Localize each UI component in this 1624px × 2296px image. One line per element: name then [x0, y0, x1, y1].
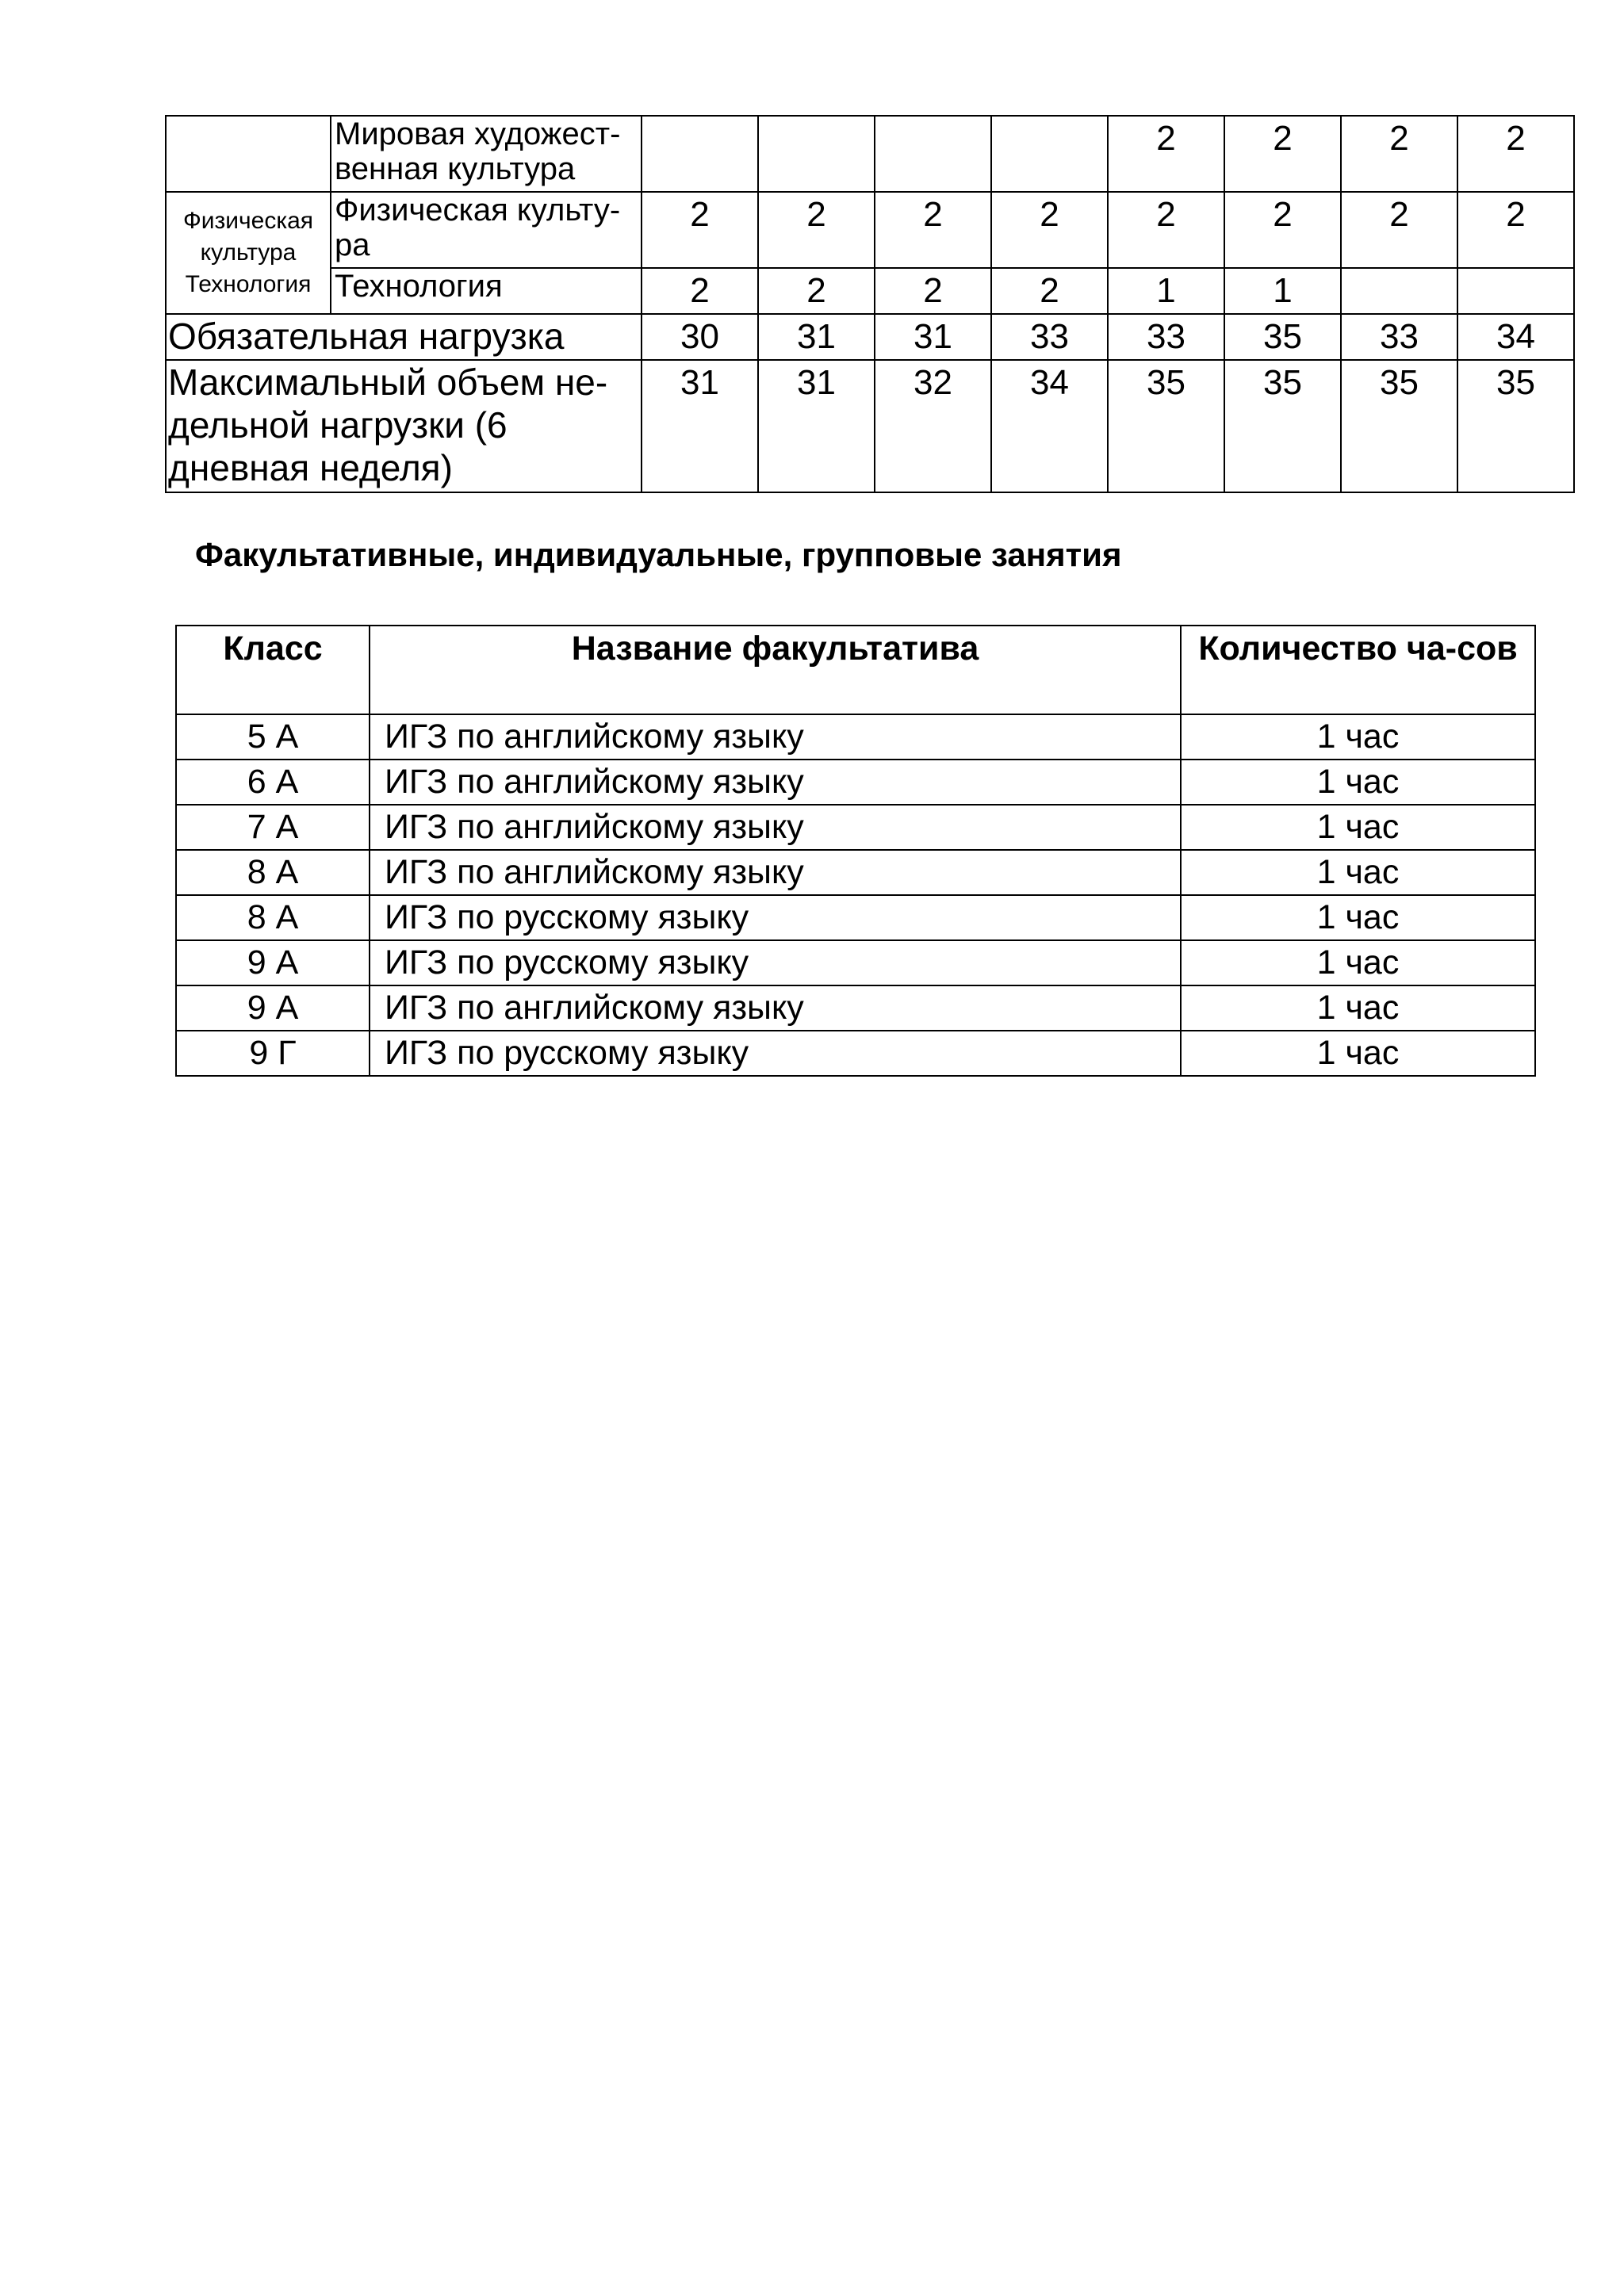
hours-cell: 2 — [1341, 116, 1457, 192]
hours-cell: 1 час — [1181, 714, 1535, 760]
table-row — [176, 805, 1535, 850]
elective-name-cell: ИГЗ по русскому языку — [370, 895, 1181, 940]
mandatory-load-value: 33 — [1341, 314, 1457, 360]
hours-cell: 1 час — [1181, 850, 1535, 895]
hours-cell — [991, 116, 1108, 192]
hours-cell: 1 час — [1181, 985, 1535, 1031]
curriculum-table — [165, 115, 1575, 493]
elective-name-cell: ИГЗ по английскому языку — [370, 850, 1181, 895]
electives-table — [175, 625, 1536, 1077]
header-row — [176, 626, 1535, 714]
mandatory-load-value: 34 — [1457, 314, 1574, 360]
hours-cell — [758, 116, 875, 192]
hours-cell: 2 — [1341, 192, 1457, 268]
max-load-value: 31 — [758, 360, 875, 492]
table-row — [176, 714, 1535, 760]
table-row — [176, 1031, 1535, 1076]
class-cell: 6 А — [176, 760, 370, 805]
hours-cell: 2 — [875, 192, 991, 268]
mandatory-load-value: 31 — [875, 314, 991, 360]
hours-cell: 1 час — [1181, 1031, 1535, 1076]
column-header-hours: Количество ча-сов — [1181, 626, 1535, 714]
hours-cell — [1457, 268, 1574, 314]
table-row — [176, 850, 1535, 895]
table-row — [176, 985, 1535, 1031]
subject-cell: Физическая культу-ра — [331, 192, 642, 268]
class-cell: 9 Г — [176, 1031, 370, 1076]
elective-name-cell: ИГЗ по русскому языку — [370, 1031, 1181, 1076]
class-cell: 8 А — [176, 850, 370, 895]
max-load-value: 35 — [1224, 360, 1341, 492]
hours-cell: 1 час — [1181, 805, 1535, 850]
hours-cell: 2 — [758, 268, 875, 314]
max-load-value: 35 — [1457, 360, 1574, 492]
subject-cell: Технология — [331, 268, 642, 314]
table-row — [166, 116, 1574, 192]
hours-cell: 1 час — [1181, 760, 1535, 805]
class-cell: 7 А — [176, 805, 370, 850]
hours-cell: 1 — [1108, 268, 1224, 314]
table-row — [176, 940, 1535, 985]
max-load-value: 31 — [642, 360, 758, 492]
table-row — [166, 268, 1574, 314]
hours-cell — [642, 116, 758, 192]
hours-cell: 2 — [1108, 116, 1224, 192]
class-cell: 5 А — [176, 714, 370, 760]
hours-cell: 2 — [758, 192, 875, 268]
hours-cell — [875, 116, 991, 192]
elective-name-cell: ИГЗ по русскому языку — [370, 940, 1181, 985]
hours-cell: 2 — [1224, 116, 1341, 192]
table-row-total — [166, 314, 1574, 360]
class-cell: 8 А — [176, 895, 370, 940]
hours-cell: 2 — [1224, 192, 1341, 268]
max-load-value: 34 — [991, 360, 1108, 492]
hours-cell — [1341, 268, 1457, 314]
hours-cell: 2 — [875, 268, 991, 314]
elective-name-cell: ИГЗ по английскому языку — [370, 760, 1181, 805]
mandatory-load-label: Обязательная нагрузка — [166, 314, 642, 360]
elective-name-cell: ИГЗ по английскому языку — [370, 805, 1181, 850]
hours-cell: 2 — [1457, 192, 1574, 268]
hours-cell: 2 — [642, 268, 758, 314]
mandatory-load-value: 33 — [991, 314, 1108, 360]
mandatory-load-value: 35 — [1224, 314, 1341, 360]
hours-cell: 1 час — [1181, 940, 1535, 985]
table-row-total — [166, 360, 1574, 492]
hours-cell: 2 — [1457, 116, 1574, 192]
hours-cell: 1 — [1224, 268, 1341, 314]
mandatory-load-value: 30 — [642, 314, 758, 360]
area-cell: Физическая культура Технология — [166, 192, 331, 314]
table-row — [166, 192, 1574, 268]
max-load-label: Максимальный объем не-дельной нагрузки (6 дневная неделя) — [166, 360, 642, 492]
max-load-value: 32 — [875, 360, 991, 492]
max-load-value: 35 — [1341, 360, 1457, 492]
class-cell: 9 А — [176, 940, 370, 985]
subject-cell: Мировая художест-венная культура — [331, 116, 642, 192]
area-cell-empty — [166, 116, 331, 192]
column-header-class: Класс — [176, 626, 370, 714]
hours-cell: 1 час — [1181, 895, 1535, 940]
class-cell: 9 А — [176, 985, 370, 1031]
hours-cell: 2 — [642, 192, 758, 268]
section-heading: Факультативные, индивидуальные, групповые занятия — [195, 536, 1122, 573]
mandatory-load-value: 33 — [1108, 314, 1224, 360]
max-load-value: 35 — [1108, 360, 1224, 492]
mandatory-load-value: 31 — [758, 314, 875, 360]
hours-cell: 2 — [1108, 192, 1224, 268]
hours-cell: 2 — [991, 192, 1108, 268]
elective-name-cell: ИГЗ по английскому языку — [370, 714, 1181, 760]
column-header-name: Название факультатива — [370, 626, 1181, 714]
table-row — [176, 760, 1535, 805]
hours-cell: 2 — [991, 268, 1108, 314]
elective-name-cell: ИГЗ по английскому языку — [370, 985, 1181, 1031]
table-row — [176, 895, 1535, 940]
